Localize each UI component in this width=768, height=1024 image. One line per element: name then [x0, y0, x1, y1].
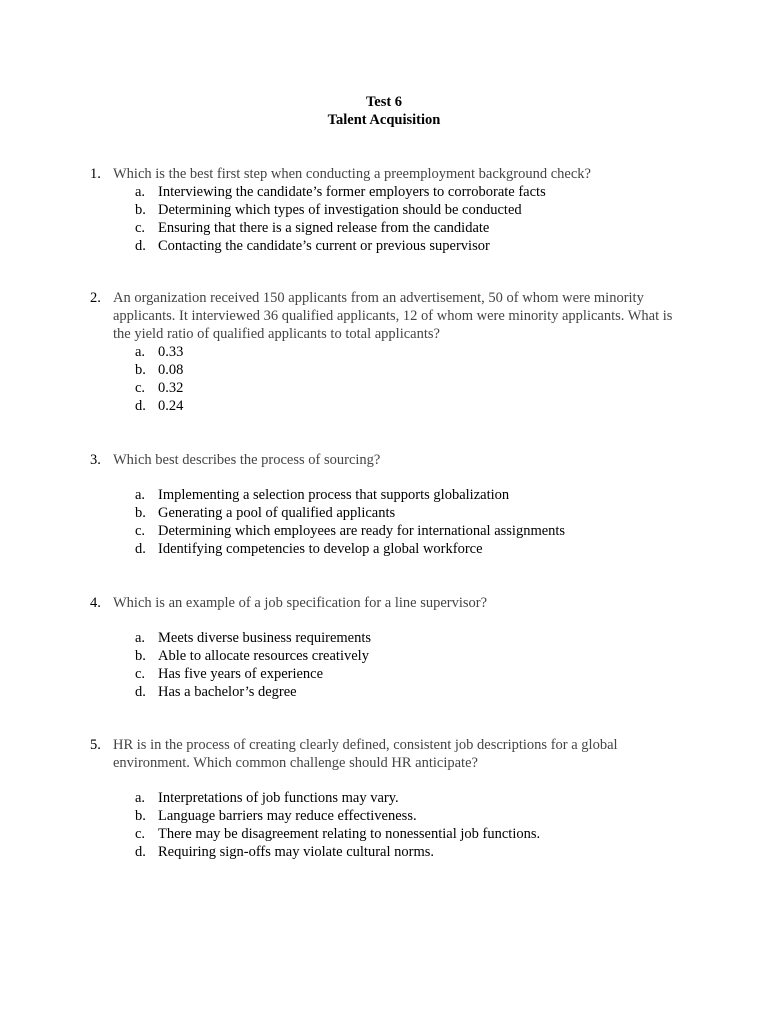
option-a: a. Meets diverse business requirements — [135, 630, 372, 646]
option-a: a. Interpretations of job functions may vary. — [135, 790, 399, 806]
option-a: a. Interviewing the candidate’s former employers to corroborate facts — [135, 184, 546, 200]
question-number: 2. — [90, 290, 101, 306]
option-list — [90, 629, 680, 701]
question-5 — [90, 736, 680, 861]
question-text: Which is the best first step when conducting a preemployment background check? — [113, 166, 591, 182]
question-number: 4. — [90, 595, 101, 611]
option-b: b. Determining which types of investigation should be conducted — [135, 202, 522, 218]
question-1 — [90, 165, 680, 255]
option-b: b. 0.08 — [135, 362, 184, 378]
option-list — [90, 183, 680, 255]
question-text: HR is in the process of creating clearly defined, consistent job descriptions for a global environment. Which common challenge should HR anticipate? — [113, 737, 618, 771]
question-text: Which best describes the process of sourcing? — [113, 452, 381, 468]
question-text: An organization received 150 applicants from an advertisement, 50 of whom were minority applicants. It interviewed 36 qualified applicants, 12 of whom were minority applicants. What is the yield ratio of qualified applicants to total applicants? — [113, 290, 673, 342]
option-b: b. Able to allocate resources creatively — [135, 648, 369, 664]
option-c: c. 0.32 — [135, 380, 184, 396]
option-a: a. Implementing a selection process that supports globalization — [135, 487, 510, 503]
question-4 — [90, 594, 680, 701]
question-text: Which is an example of a job specification for a line supervisor? — [113, 595, 488, 611]
option-d: d. Contacting the candidate’s current or previous supervisor — [135, 238, 490, 254]
option-a: a. 0.33 — [135, 344, 184, 360]
option-d: d. Has a bachelor’s degree — [135, 684, 297, 700]
option-d: d. Requiring sign-offs may violate cultural norms. — [135, 844, 434, 860]
option-list — [90, 343, 680, 415]
option-c: c. Has five years of experience — [135, 666, 324, 682]
option-c: c. There may be disagreement relating to nonessential job functions. — [135, 826, 541, 842]
option-c: c. Ensuring that there is a signed release from the candidate — [135, 220, 490, 236]
question-number: 3. — [90, 452, 101, 468]
option-d: d. Identifying competencies to develop a global workforce — [135, 541, 483, 557]
subject-title: Talent Acquisition — [327, 112, 441, 128]
question-3 — [90, 451, 680, 558]
test-label: Test 6 — [365, 94, 403, 110]
question-number: 1. — [90, 166, 101, 182]
option-list — [90, 486, 680, 558]
question-number: 5. — [90, 737, 101, 753]
option-list — [90, 789, 680, 861]
option-c: c. Determining which employees are ready for international assignments — [135, 523, 566, 539]
title-block — [0, 93, 768, 129]
option-d: d. 0.24 — [135, 398, 184, 414]
question-2 — [90, 289, 680, 415]
option-b: b. Language barriers may reduce effectiveness. — [135, 808, 417, 824]
option-b: b. Generating a pool of qualified applicants — [135, 505, 396, 521]
